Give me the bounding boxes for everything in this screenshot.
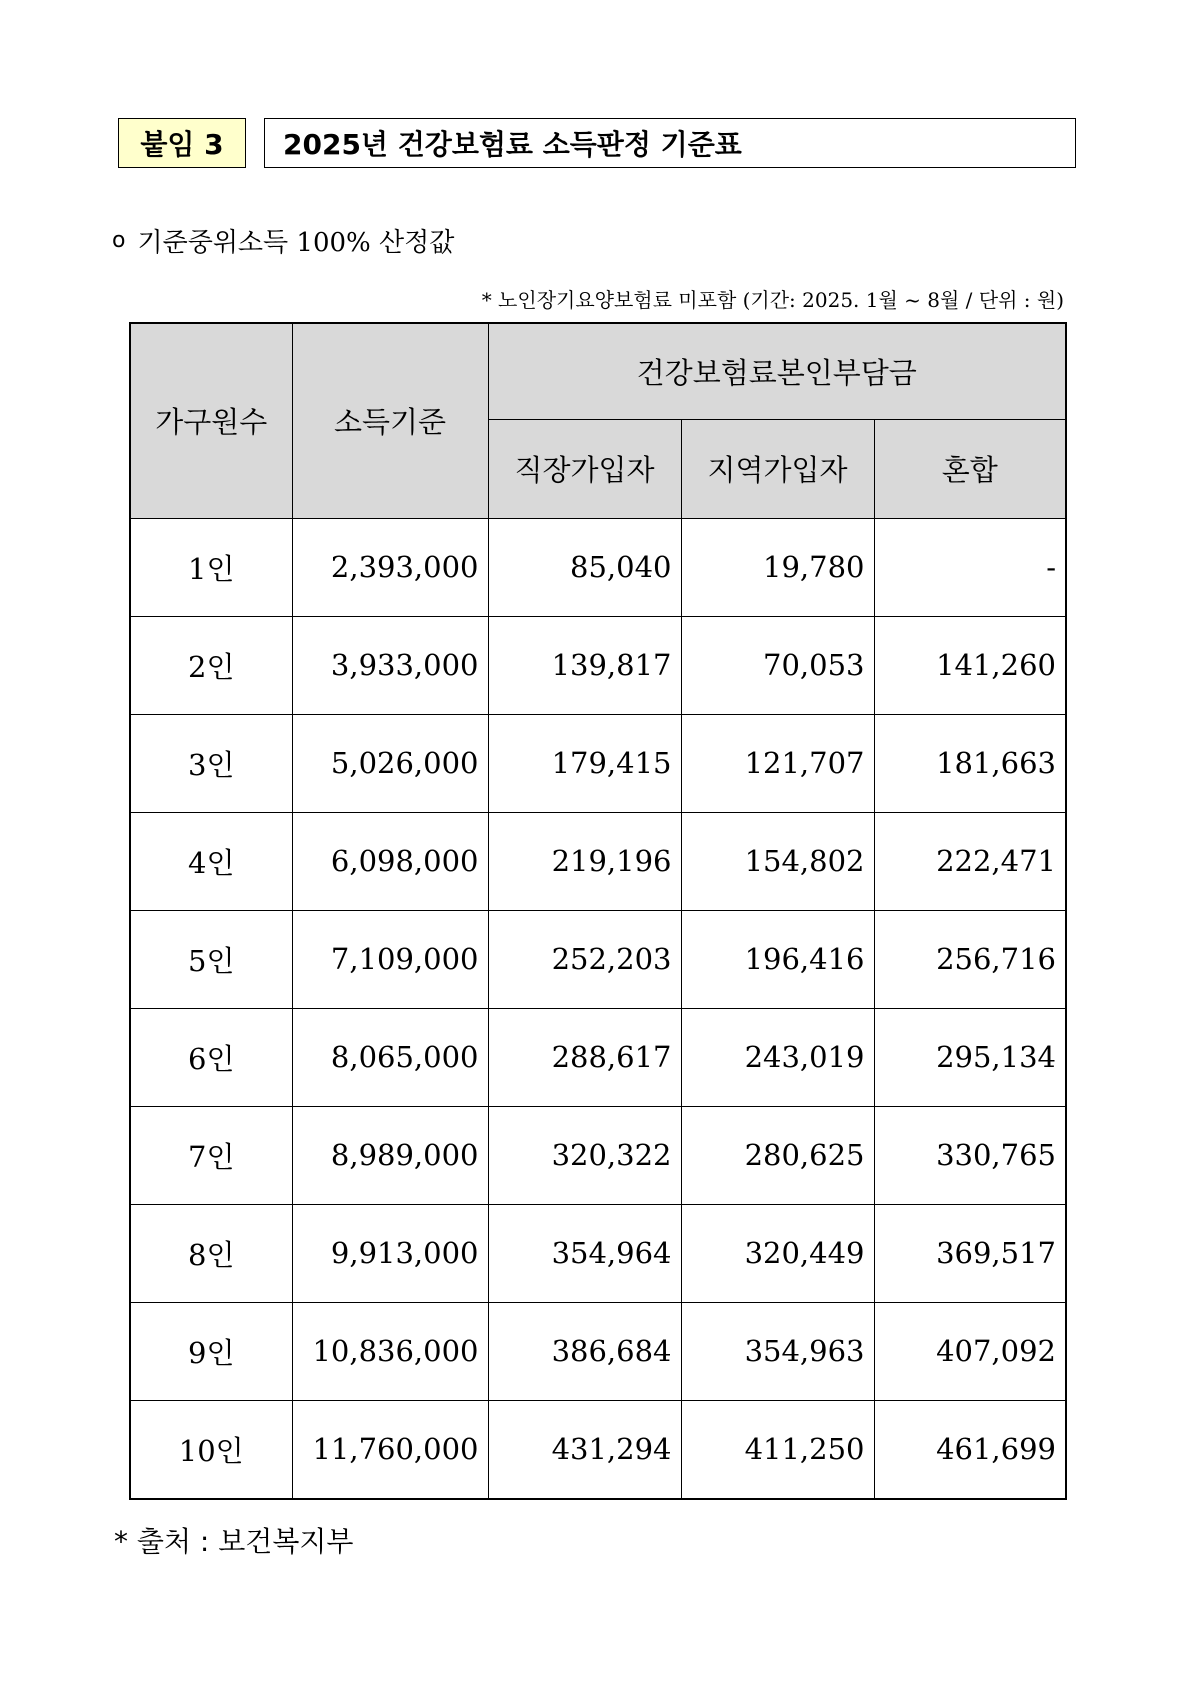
cell-regional: 121,707 <box>681 714 874 812</box>
cell-household: 10인 <box>130 1400 292 1499</box>
cell-employee: 431,294 <box>488 1400 681 1499</box>
cell-regional: 411,250 <box>681 1400 874 1499</box>
table-row <box>130 1302 1066 1400</box>
cell-employee: 320,322 <box>488 1106 681 1204</box>
cell-regional: 154,802 <box>681 812 874 910</box>
cell-income: 2,393,000 <box>292 518 488 616</box>
table-row <box>130 518 1066 616</box>
cell-income: 8,989,000 <box>292 1106 488 1204</box>
cell-employee: 179,415 <box>488 714 681 812</box>
header-household: 가구원수 <box>130 323 292 518</box>
cell-regional: 196,416 <box>681 910 874 1008</box>
cell-regional: 280,625 <box>681 1106 874 1204</box>
cell-household: 6인 <box>130 1008 292 1106</box>
table-note: * 노인장기요양보험료 미포함 (기간: 2025. 1월 ~ 8월 / 단위 : 원) <box>481 288 1064 312</box>
cell-income: 5,026,000 <box>292 714 488 812</box>
table-row <box>130 1106 1066 1204</box>
cell-household: 7인 <box>130 1106 292 1204</box>
cell-mixed: 461,699 <box>874 1400 1066 1499</box>
table-row <box>130 1400 1066 1499</box>
cell-mixed: - <box>874 518 1066 616</box>
section-bullet <box>112 222 454 259</box>
cell-household: 8인 <box>130 1204 292 1302</box>
cell-employee: 85,040 <box>488 518 681 616</box>
document-title: 2025년 건강보험료 소득판정 기준표 <box>264 118 1076 168</box>
cell-regional: 354,963 <box>681 1302 874 1400</box>
cell-mixed: 256,716 <box>874 910 1066 1008</box>
cell-income: 10,836,000 <box>292 1302 488 1400</box>
table-row <box>130 714 1066 812</box>
bullet-text: 기준중위소득 100% 산정값 <box>137 228 455 258</box>
cell-mixed: 295,134 <box>874 1008 1066 1106</box>
cell-regional: 19,780 <box>681 518 874 616</box>
attachment-badge: 붙임 3 <box>118 118 246 168</box>
cell-income: 6,098,000 <box>292 812 488 910</box>
header-regional: 지역가입자 <box>681 419 874 518</box>
cell-income: 11,760,000 <box>292 1400 488 1499</box>
header-mixed: 혼합 <box>874 419 1066 518</box>
source-note: * 출처 : 보건복지부 <box>114 1525 354 1558</box>
cell-income: 3,933,000 <box>292 616 488 714</box>
cell-household: 9인 <box>130 1302 292 1400</box>
cell-household: 1인 <box>130 518 292 616</box>
cell-employee: 139,817 <box>488 616 681 714</box>
cell-mixed: 369,517 <box>874 1204 1066 1302</box>
header-premium-group: 건강보험료본인부담금 <box>488 323 1066 419</box>
cell-regional: 243,019 <box>681 1008 874 1106</box>
cell-mixed: 222,471 <box>874 812 1066 910</box>
table-row <box>130 910 1066 1008</box>
cell-mixed: 330,765 <box>874 1106 1066 1204</box>
cell-household: 4인 <box>130 812 292 910</box>
cell-employee: 252,203 <box>488 910 681 1008</box>
table-body <box>130 518 1066 1499</box>
cell-income: 7,109,000 <box>292 910 488 1008</box>
cell-income: 8,065,000 <box>292 1008 488 1106</box>
bullet-mark: o <box>112 228 126 253</box>
cell-mixed: 141,260 <box>874 616 1066 714</box>
cell-employee: 288,617 <box>488 1008 681 1106</box>
cell-regional: 70,053 <box>681 616 874 714</box>
header-income: 소득기준 <box>292 323 488 518</box>
cell-employee: 354,964 <box>488 1204 681 1302</box>
cell-household: 5인 <box>130 910 292 1008</box>
cell-employee: 386,684 <box>488 1302 681 1400</box>
income-criteria-table <box>129 322 1067 1500</box>
cell-household: 2인 <box>130 616 292 714</box>
cell-regional: 320,449 <box>681 1204 874 1302</box>
cell-income: 9,913,000 <box>292 1204 488 1302</box>
table-row <box>130 1008 1066 1106</box>
table-row <box>130 616 1066 714</box>
cell-mixed: 407,092 <box>874 1302 1066 1400</box>
table-row <box>130 812 1066 910</box>
table-row <box>130 1204 1066 1302</box>
cell-employee: 219,196 <box>488 812 681 910</box>
header-employee: 직장가입자 <box>488 419 681 518</box>
cell-mixed: 181,663 <box>874 714 1066 812</box>
cell-household: 3인 <box>130 714 292 812</box>
